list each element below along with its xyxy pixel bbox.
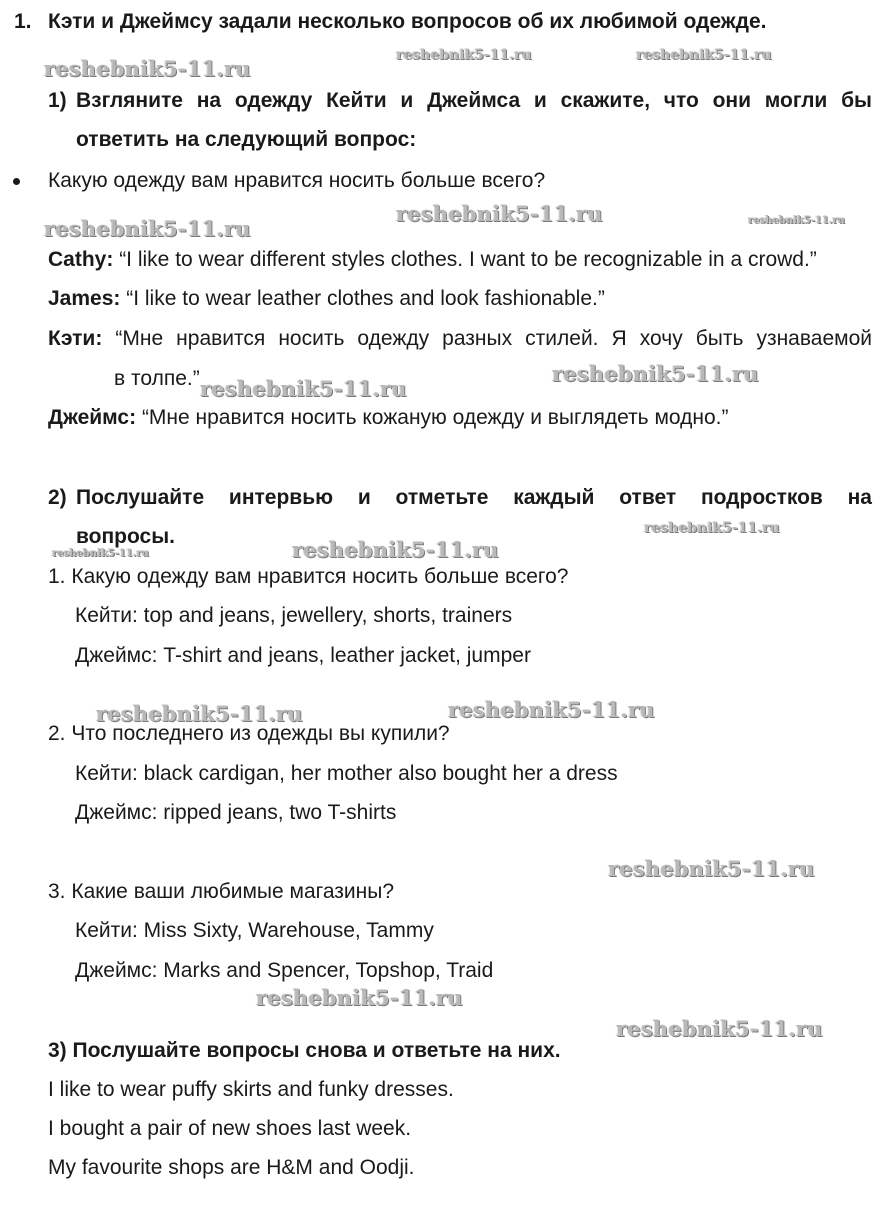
part3-heading: 3) Послушайте вопросы снова и ответьте на них. (48, 1039, 561, 1062)
part1-heading-line1: Взгляните на одежду Кейти и Джеймса и скажите, что они могли бы (76, 89, 872, 112)
part2-q3-james: Джеймс: Marks and Spencer, Topshop, Traid (75, 959, 494, 982)
watermark: reshebnik5-11.ru (636, 47, 772, 63)
watermark: reshebnik5-11.ru (748, 215, 845, 226)
watermark: reshebnik5-11.ru (292, 537, 499, 562)
part2-q1-james: Джеймс: T-shirt and jeans, leather jacket, jumper (75, 644, 531, 667)
watermark: reshebnik5-11.ru (644, 520, 780, 536)
task-title: Кэти и Джеймсу задали несколько вопросов об их любимой одежде. (48, 10, 767, 33)
watermark: reshebnik5-11.ru (448, 697, 655, 722)
task-number: 1. (14, 10, 32, 33)
answer-text: “Мне нравится носить кожаную одежду и выглядеть модно.” (141, 406, 729, 429)
speaker-label: James: (48, 287, 121, 310)
part2-heading-line1: Послушайте интервью и отметьте каждый ответ подростков на (76, 486, 872, 509)
answer-james-ru (48, 407, 728, 428)
answer-text: “I like to wear different styles clothes. I want to be recognizable in a crowd.” (119, 248, 817, 271)
part2-q2-james: Джеймс: ripped jeans, two T-shirts (75, 801, 397, 824)
watermark: reshebnik5-11.ru (96, 701, 303, 726)
watermark: reshebnik5-11.ru (396, 201, 603, 226)
bullet-icon (13, 178, 20, 185)
speaker-label: Джеймс: (48, 406, 137, 429)
watermark: reshebnik5-11.ru (200, 376, 407, 401)
part1-heading-line2: ответить на следующий вопрос: (76, 128, 417, 151)
answer-text: “Мне нравится носить одежду разных стилей. Я хочу быть узнаваемой (115, 327, 872, 350)
watermark: reshebnik5-11.ru (52, 548, 149, 559)
speaker-label: Кэти: (48, 327, 103, 350)
part1-question: Какую одежду вам нравится носить больше всего? (48, 169, 546, 192)
watermark: reshebnik5-11.ru (616, 1016, 823, 1041)
part2-q3-katie: Кейти: Miss Sixty, Warehouse, Tammy (75, 919, 434, 942)
watermark: reshebnik5-11.ru (44, 216, 251, 241)
watermark: reshebnik5-11.ru (608, 856, 815, 881)
watermark: reshebnik5-11.ru (256, 985, 463, 1010)
part3-answer-2: I bought a pair of new shoes last week. (48, 1117, 412, 1140)
part2-q1-katie: Кейти: top and jeans, jewellery, shorts, trainers (75, 604, 513, 627)
part2-q2-katie: Кейти: black cardigan, her mother also bought her a dress (75, 762, 618, 785)
part2-question-2: 2. Что последнего из одежды вы купили? (48, 722, 450, 745)
part2-question-3: 3. Какие ваши любимые магазины? (48, 880, 394, 903)
part3-answer-3: My favourite shops are H&M and Oodji. (48, 1156, 415, 1179)
part2-number: 2) (48, 486, 67, 509)
part3-answer-1: I like to wear puffy skirts and funky dresses. (48, 1078, 454, 1101)
answer-katie-ru-cont: в толпе.” (114, 367, 200, 390)
part2-heading-line2: вопросы. (76, 525, 175, 548)
answer-cathy (48, 249, 817, 270)
watermark: reshebnik5-11.ru (44, 56, 251, 81)
answer-katie-ru (48, 328, 872, 349)
speaker-label: Cathy: (48, 248, 114, 271)
watermark: reshebnik5-11.ru (552, 361, 759, 386)
answer-text: “I like to wear leather clothes and look fashionable.” (126, 287, 605, 310)
part2-question-1: 1. Какую одежду вам нравится носить больше всего? (48, 565, 569, 588)
answer-james (48, 288, 605, 309)
watermark: reshebnik5-11.ru (396, 47, 532, 63)
part1-number: 1) (48, 89, 67, 112)
